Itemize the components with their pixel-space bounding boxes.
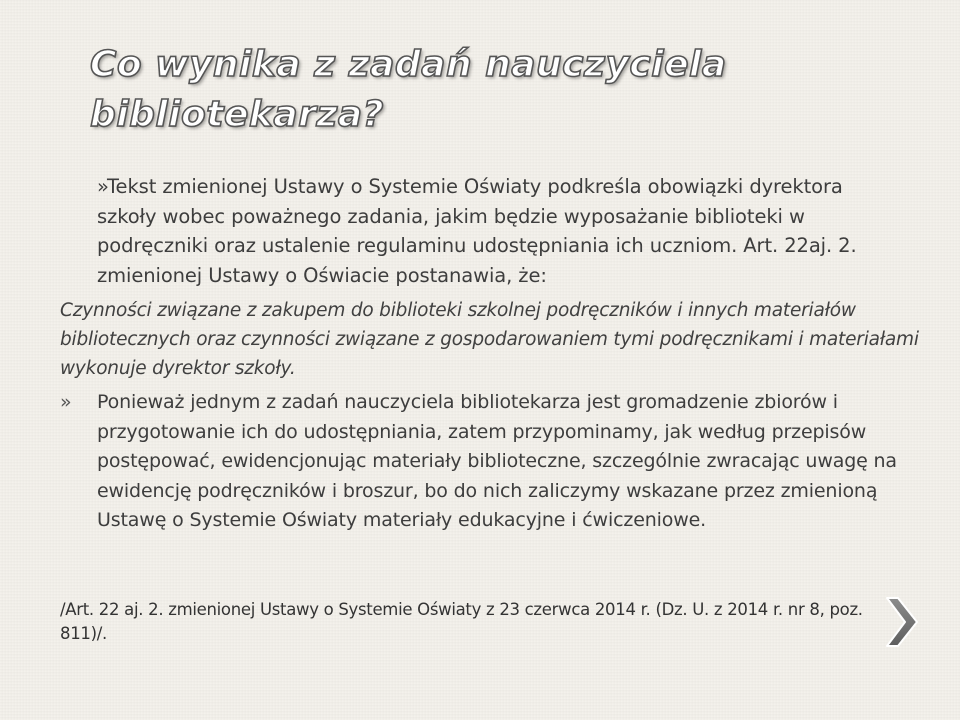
slide-title-line-2: bibliotekarza? — [90, 94, 385, 135]
next-slide-button[interactable] — [884, 596, 920, 648]
slide-title — [90, 40, 727, 140]
bullet-marker-2: » — [60, 391, 72, 413]
librarian-paragraph: Ponieważ jednym z zadań nauczyciela bibliotekarza jest gromadzenie zbiorów i przygotowanie ich do udostępniania, zatem przypominamy, jak według przepisów postępować, ewidencjonując materiały biblioteczne, szczególnie zwracając uwagę na ewidencję podręczników i broszur, bo do nich zaliczymy wskazane przez zmienioną Ustawę o Systemie Oświaty materiały edukacyjne i ćwiczeniowe. — [97, 391, 897, 531]
intro-paragraph-text: Tekst zmienionej Ustawy o Systemie Oświaty podkreśla obowiązki dyrektora szkoły wobec poważnego zadania, jakim będzie wyposażanie biblioteki w podręczniki oraz ustalenie regulaminu udostępniania ich uczniom. Art. 22aj. 2. zmienionej Ustawy o Oświacie postanawia, że: — [97, 175, 857, 287]
slide-title-line-1: Co wynika z zadań nauczyciela — [90, 44, 727, 85]
intro-paragraph — [97, 172, 887, 290]
chevron-right-icon — [884, 596, 920, 648]
legal-footnote: /Art. 22 aj. 2. zmienionej Ustawy o Systemie Oświaty z 23 czerwca 2014 r. (Dz. U. z 2014 r. nr 8, poz. 811)/. — [60, 600, 863, 643]
law-quote: Czynności związane z zakupem do biblioteki szkolnej podręczników i innych materiałów bibliotecznych oraz czynności związane z gospodarowaniem tymi podręcznikami i materiałami wykonuje dyrektor szkoły. — [60, 300, 919, 379]
bullet-marker: » — [97, 175, 108, 198]
